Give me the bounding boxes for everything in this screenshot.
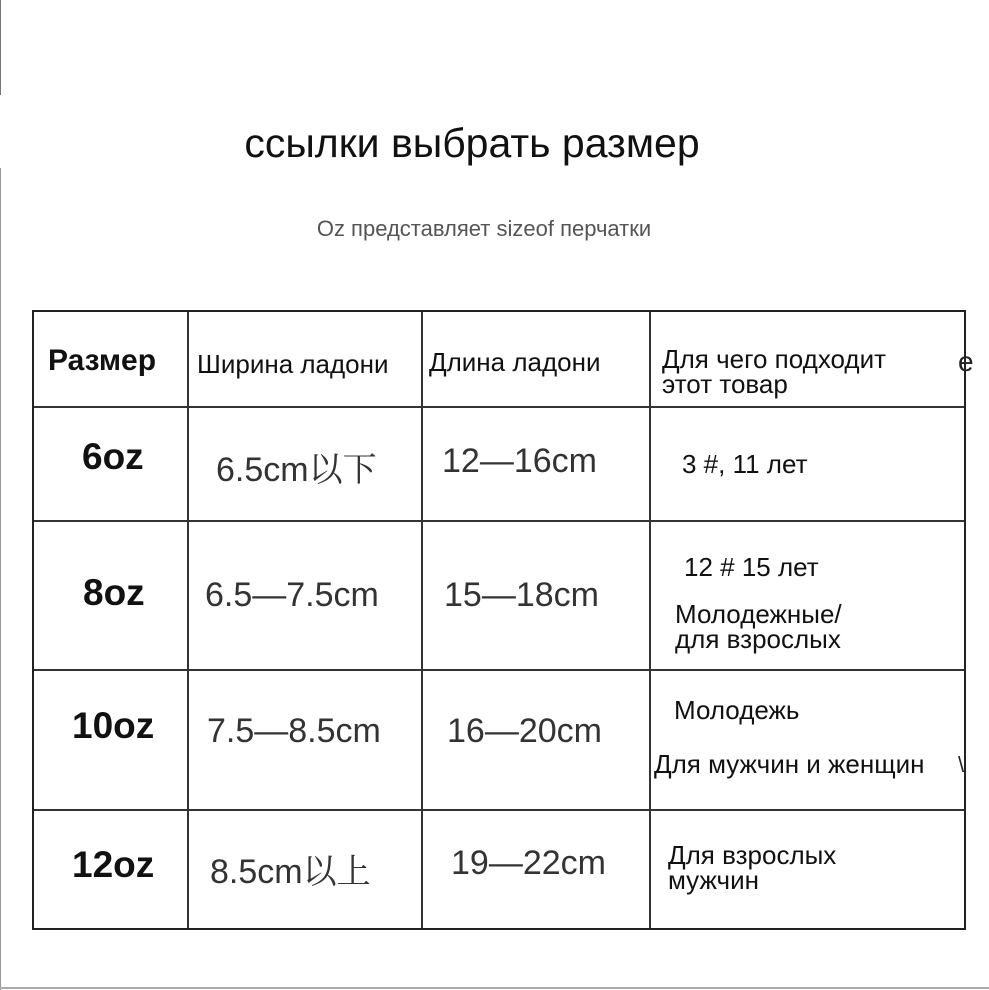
row-8oz-length: 15—18cm [444,576,599,614]
row-divider [34,669,964,671]
row-10oz-fit-b: Для мужчин и женщин [654,749,925,779]
row-12oz-size: 12oz [72,844,155,885]
cut-off-glyph: \ [958,752,965,777]
page-title: ссылки выбрать размер [244,120,700,166]
row-12oz-width: 8.5cm以上 [210,853,371,891]
row-8oz-size: 8oz [83,572,145,613]
row-12oz-fit-a2: мужчин [668,865,759,895]
row-8oz-width: 6.5—7.5cm [205,576,379,614]
row-6oz-width: 6.5cm以下 [216,451,377,489]
header-fit-line1: Для чего подходит [662,344,887,374]
row-10oz-width: 7.5—8.5cm [207,712,381,750]
row-6oz-length: 12—16cm [442,442,597,480]
size-table [32,310,966,930]
column-divider [649,312,651,928]
left-edge-line-lower [0,168,1,990]
bottom-edge-line [0,987,989,989]
header-fit-line2: этот товар [662,369,788,399]
row-8oz-fit-a: 12 # 15 лет [684,552,819,582]
row-8oz-fit-b2: для взрослых [675,624,841,654]
row-12oz-fit-a1: Для взрослых [668,840,837,870]
row-divider [34,809,964,811]
page-subtitle: Oz представляет sizeof перчатки [316,216,652,241]
row-8oz-fit-b1: Молодежные/ [675,599,842,629]
row-10oz-size: 10oz [72,705,155,746]
header-palm-length: Длина ладони [429,347,601,377]
left-edge-line [0,0,1,95]
row-10oz-length: 16—20cm [447,712,602,750]
row-divider [34,406,964,408]
row-divider [34,520,964,522]
header-size: Размер [48,344,157,377]
row-6oz-size: 6oz [82,436,144,477]
header-palm-width: Ширина ладони [197,349,389,379]
row-6oz-fit: 3 #, 11 лет [682,449,808,479]
row-12oz-length: 19—22cm [451,844,606,882]
row-10oz-fit-a: Молодежь [674,695,800,725]
cut-off-glyph: e [958,346,974,377]
column-divider [421,312,423,928]
column-divider [187,312,189,928]
